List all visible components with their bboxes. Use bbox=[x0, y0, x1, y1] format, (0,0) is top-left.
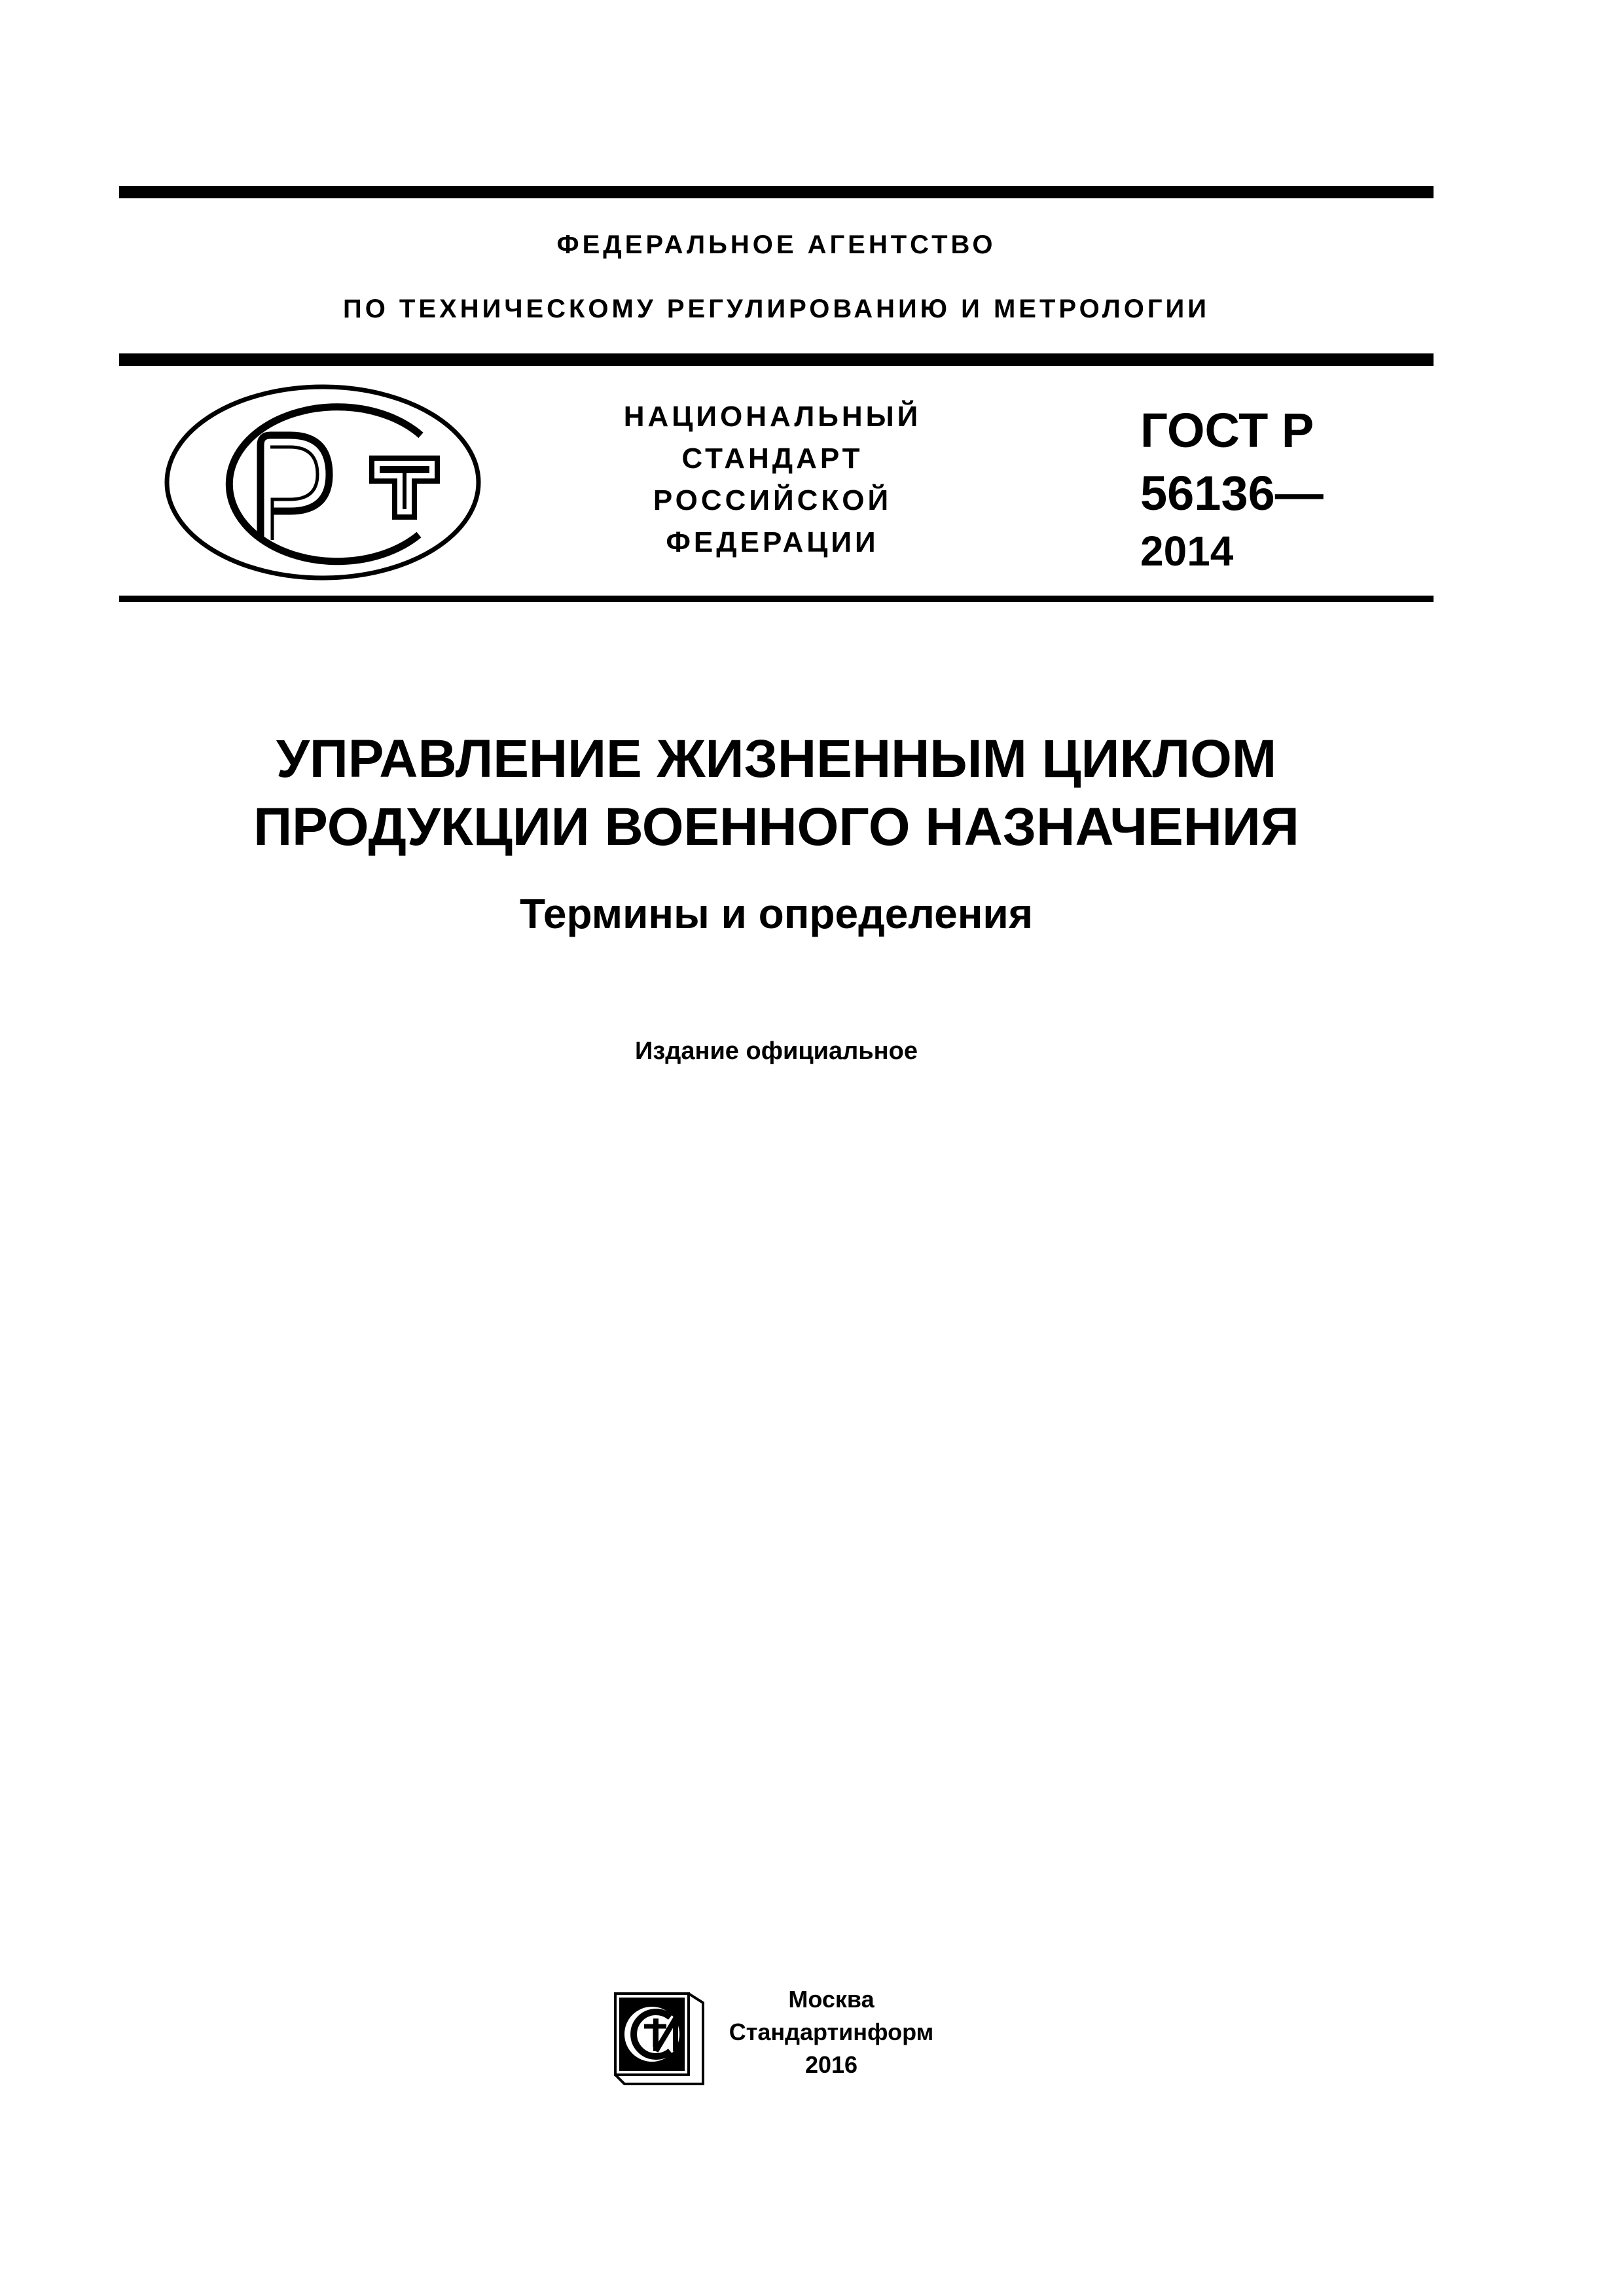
standard-designation bbox=[1140, 399, 1324, 577]
bottom-rule bbox=[119, 596, 1434, 602]
imprint-year: 2016 bbox=[804, 2051, 858, 2078]
title-line-2: ПРОДУКЦИИ ВОЕННОГО НАЗНАЧЕНИЯ bbox=[253, 797, 1299, 857]
top-rule bbox=[119, 186, 1434, 198]
imprint-publisher: Стандартинформ bbox=[729, 2018, 934, 2045]
designation-number: 56136— bbox=[1140, 466, 1324, 520]
designation-year: 2014 bbox=[1140, 528, 1234, 575]
national-standard-line: НАЦИОНАЛЬНЫЙ bbox=[623, 401, 922, 433]
rst-certification-mark-icon bbox=[162, 383, 483, 583]
agency-line-1: ФЕДЕРАЛЬНОЕ АГЕНТСТВО bbox=[556, 230, 996, 259]
imprint-block bbox=[720, 1983, 943, 2081]
agency-line-2: ПО ТЕХНИЧЕСКОМУ РЕГУЛИРОВАНИЮ И МЕТРОЛОГИИ bbox=[342, 295, 1210, 323]
standartinform-logo-icon bbox=[610, 1988, 708, 2087]
edition-label: Издание официальное bbox=[635, 1037, 918, 1065]
imprint-city: Москва bbox=[788, 1986, 875, 2013]
national-standard-line: ФЕДЕРАЦИИ bbox=[666, 526, 879, 558]
emblem-letters: РСТ bbox=[162, 383, 164, 384]
designation-prefix: ГОСТ Р bbox=[1140, 403, 1314, 457]
title-line-1: УПРАВЛЕНИЕ ЖИЗНЕННЫМ ЦИКЛОМ bbox=[276, 729, 1277, 789]
national-standard-block bbox=[550, 396, 995, 564]
document-subtitle: Термины и определения bbox=[519, 890, 1034, 937]
national-standard-line: СТАНДАРТ bbox=[681, 442, 863, 475]
middle-rule bbox=[119, 353, 1434, 366]
national-standard-line: РОССИЙСКОЙ bbox=[653, 484, 892, 516]
document-title bbox=[119, 725, 1434, 861]
